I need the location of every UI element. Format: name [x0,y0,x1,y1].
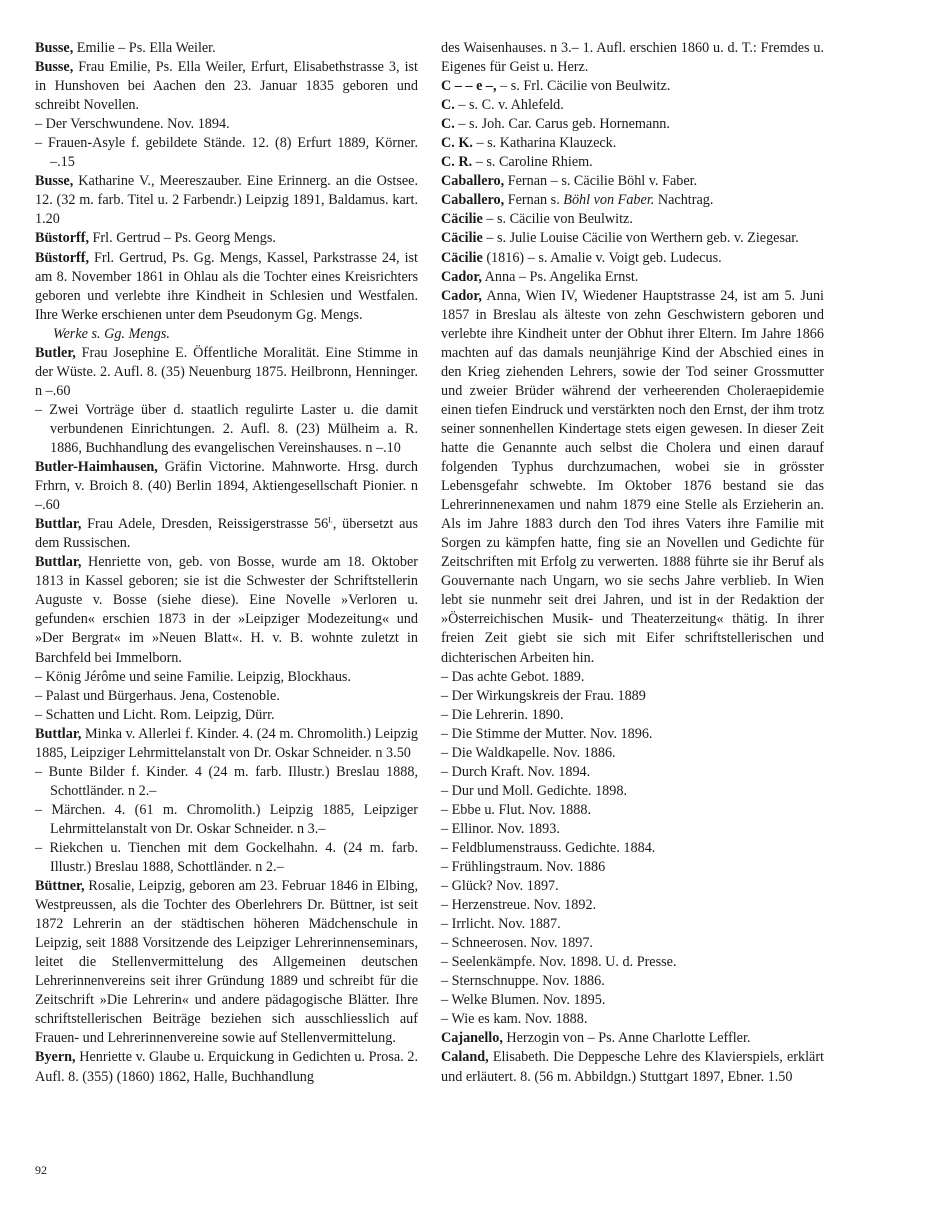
work-item [441,668,824,687]
work-text: – Die Lehrerin. 1890. [441,706,564,723]
work-text: – Welke Blumen. Nov. 1895. [441,992,606,1009]
right-column [441,39,824,1087]
entry-heading: Cajanello, [441,1030,503,1047]
work-item [35,839,418,877]
entry-text: Henriette von, geb. von Bosse, wurde am 18. Oktober 1813 in Kassel geboren; sie ist die Schwester der Schriftstellerin Auguste v. Bosse (siehe diese). Eine Novelle »Verloren u. gefunden« erschien 1873 in der »Leipziger Modezeitung« und »Der Bergrat« im »Neuen Blatt«. H. v. B. wohnte zuletzt in Barchfeld bei Immelborn. [35,554,418,666]
entry-text: – s. C. v. Ahlefeld. [454,97,564,114]
work-item [35,763,418,801]
entry-heading: Büstorff, [35,249,89,266]
entry [441,172,824,191]
entry [35,515,418,553]
work-item [35,687,418,706]
entry-text: Anna – Ps. Angelika Ernst. [481,268,639,285]
work-item [441,953,824,972]
entry-heading: Cäcilie [441,211,483,228]
entry-heading: C. [441,97,455,114]
work-item [35,801,418,839]
work-item [441,896,824,915]
entry-text: Rosalie, Leipzig, geboren am 23. Februar 1846 in Elbing, Westpreussen, als die Tochter des Oberlehrers Dr. Büttner, ist seit 1872 Lehrerin an der städtischen höheren Mädchenschule in Leipzig, seit 1888 Vorsitzende des Leipziger Lehrerinnenseminars, leitet die Stellenvermittelung des Allgemeinen deutschen Lehrerinnenvereins seit ihrer Gründung 1889 und schreibt für die Zeitschrift »Die Lehrerin« und andere pädagogische Blätter. Ihre schriftstellerischen Beiträge beziehen sich ausschliesslich auf Frauen- und Lehrerinnenvereine sowie auf Stellenvermittelung. [35,878,418,1047]
work-text: – Frauen-Asyle f. gebildete Stände. 12. (8) Erfurt 1889, Körner. –.15 [35,135,418,171]
entry-heading: Buttlar, [35,516,82,533]
entry-heading: C. [441,116,455,133]
entry-text: – s. Joh. Car. Carus geb. Hornemann. [454,116,670,133]
entry-heading: Butler, [35,344,76,361]
work-text: – Bunte Bilder f. Kinder. 4 (24 m. farb. Illustr.) Breslau 1888, Schottländer. n 2.– [35,763,418,799]
work-item [441,972,824,991]
entry [441,115,824,134]
work-item [441,801,824,820]
entry-heading: C – – e –, [441,78,497,95]
work-item [441,991,824,1010]
work-text: – Herzenstreue. Nov. 1892. [441,897,597,914]
entry [35,229,418,248]
entry [441,96,824,115]
entry-text: Gräfin Victorine. Mahnworte. Hrsg. durch Frhrn, v. Broich 8. (40) Berlin 1894, Aktiengesellschaft Pionier. n –.60 [35,459,418,514]
work-item [441,782,824,801]
work-text: – Seelenkämpfe. Nov. 1898. U. d. Presse. [441,954,677,971]
work-text: – Schatten und Licht. Rom. Leipzig, Dürr. [35,706,275,723]
work-item [441,858,824,877]
entry-text: – s. Caroline Rhiem. [472,154,593,171]
left-column [35,39,418,1087]
entry-text: Frau Emilie, Ps. Ella Weiler, Erfurt, Elisabethstrasse 3, ist in Hunshoven bei Aachen den 23. Januar 1835 geboren und schreibt Novellen. [35,59,418,114]
entry-heading: Buttlar, [35,554,82,571]
work-text: – Palast und Bürgerhaus. Jena, Costenoble. [35,687,280,704]
entry-heading: Caland, [441,1049,489,1066]
entry-text: Minka v. Allerlei f. Kinder. 4. (24 m. Chromolith.) Leipzig 1885, Leipziger Lehrmittelanstalt von Dr. Oskar Schneider. n 3.50 [35,725,418,761]
entry [35,39,418,58]
entry-text: Herzogin von – Ps. Anne Charlotte Leffler. [502,1030,751,1047]
entry [441,1029,824,1048]
entry-text: Anna, Wien IV, Wiedener Hauptstrasse 24, ist am 5. Juni 1857 in Breslau als älteste von zehn Geschwistern geboren und verlebte ihre Kindheit unter der Obhut ihrer Eltern. Im Jahre 1866 machten auf das damals neunjährige Kind der Abschied eines in den Krieg ziehenden Lehrers, sowie der Tod seiner Grossmutter und zweier Brüder während der verheerenden Choleraepidemie einen tiefen Eindruck und verstärkten noch den Ernst, der ihm trotz seiner sonnenhellen Kindertage stets eigen gewesen. In dieser Zeit hatte die Genannte auch selbst die Cholera und einen darauf folgenden Typhus durchzumachen, wobei sie in grösster Lebensgefahr schwebte. Im Oktober 1876 bestand sie das Lehrerinnenexamen und nahm 1879 eine Stelle als Erzieherin an. Als im Jahre 1883 durch den Tod ihres Vaters ihre Familie mit Sorgen zu kämpfen hatte, fing sie an Novellen und Gedichte für Zeitschriften mit Erfolg zu verwerten. 1888 führte sie ihr Beruf als Gouvernante nach Ungarn, wo sie sechs Jahre verblieb. In Wien lebt sie nunmehr seit drei Jahren, und ist in der Redaktion der »Österreichischen Musik- und Theaterzeitung« thätig. In ihrer freien Zeit giebt sie sich mit Eifer schriftstellerischen und dichterischen Arbeiten hin. [441,287,824,666]
entry-heading: Busse, [35,40,74,56]
entry [35,553,418,667]
cross-reference-text: Werke s. Gg. Mengs. [53,325,170,342]
work-item [441,763,824,782]
work-text: – Ebbe u. Flut. Nov. 1888. [441,801,592,818]
entry-heading: Busse, [35,59,74,76]
entry [441,1048,824,1086]
entry [35,58,418,115]
entry [441,229,824,248]
entry-heading: C. K. [441,135,473,152]
work-text: – Die Waldkapelle. Nov. 1886. [441,744,616,761]
work-text: – Der Verschwundene. Nov. 1894. [35,116,230,133]
entry-heading: C. R. [441,154,473,171]
entry-text-continued: , übersetzt aus dem Russischen. [35,516,418,552]
work-item [441,687,824,706]
work-item [441,839,824,858]
entry-text: – s. Frl. Cäcilie von Beulwitz. [496,78,671,95]
work-item [441,706,824,725]
work-text: – König Jérôme und seine Familie. Leipzig, Blockhaus. [35,668,352,685]
entry-text: Katharine V., Meereszauber. Eine Erinnerg. an die Ostsee. 12. (32 m. farb. Titel u. 2 Farbendr.) Leipzig 1891, Baldamus. kart. 1.20 [35,173,418,228]
entry-heading: Buttlar, [35,725,82,742]
entry-text: – s. Julie Louise Cäcilie von Werthern geb. v. Ziegesar. [482,230,799,247]
entry [35,1048,418,1086]
entry-heading: Cäcilie [441,230,483,247]
entry-heading: Büstorff, [35,230,89,247]
entry [441,210,824,229]
work-text: – Das achte Gebot. 1889. [441,668,585,685]
work-item [441,744,824,763]
entry [441,153,824,172]
entry-italic: Böhl von Faber. [563,192,655,209]
entry-text: des Waisenhauses. n 3.– 1. Aufl. erschien 1860 u. d. T.: Fremdes u. Eigenes für Geist u. Herz. [441,40,824,76]
work-text: – Riekchen u. Tienchen mit dem Gockelhahn. 4. (24 m. farb. Illustr.) Breslau 1888, Schottländer. n 2.– [35,839,418,876]
work-item [441,820,824,839]
work-text: – Zwei Vorträge über d. staatlich regulirte Laster u. die damit verbundenen Einrichtungen. 2. Aufl. 8. (23) Mülheim a. R. 1886, Buchhandlung des evangelischen Vereinshauses. n –.10 [35,401,418,456]
work-text: – Ellinor. Nov. 1893. [441,820,560,837]
work-text: – Durch Kraft. Nov. 1894. [441,763,591,780]
entry [441,268,824,287]
work-text: – Der Wirkungskreis der Frau. 1889 [441,687,646,704]
entry-continuation [441,39,824,77]
entry-text: Henriette v. Glaube u. Erquickung in Gedichten u. Prosa. 2. Aufl. 8. (355) (1860) 1862, Halle, Buchhandlung [35,1049,418,1085]
entry [35,877,418,1048]
entry-heading: Caballero, [441,192,505,209]
entry-heading: Busse, [35,173,74,190]
work-text: – Sternschnuppe. Nov. 1886. [441,973,605,990]
entry [441,287,824,668]
entry [35,458,418,515]
entry [441,191,824,210]
work-item [441,915,824,934]
entry-heading: Cador, [441,287,482,304]
entry-text-continued: Nachtrag. [654,192,714,209]
entry-text: Fernan – s. Cäcilie Böhl v. Faber. [504,173,698,190]
work-text: – Die Stimme der Mutter. Nov. 1896. [441,725,653,742]
cross-reference [35,325,418,344]
page-number: 92 [35,1163,47,1177]
work-text: – Märchen. 4. (61 m. Chromolith.) Leipzig 1885, Leipziger Lehrmittelanstalt von Dr. Oskar Schneider. n 3.– [35,801,418,837]
entry-text: Emilie – Ps. Ella Weiler. [73,40,216,56]
entry [441,134,824,153]
entry-heading: Butler-Haimhausen, [35,459,158,476]
entry-text: Frl. Gertrud, Ps. Gg. Mengs, Kassel, Parkstrasse 24, ist am 8. November 1861 in Ohlau als die Tochter eines Kreisrichters geboren und verlebte ihre Kindheit in Schlesien und Westfalen. Ihre Werke erschienen unter dem Pseudonym Gg. Mengs. [35,249,418,323]
work-text: – Frühlingstraum. Nov. 1886 [441,859,606,876]
entry [35,725,418,763]
entry-heading: Caballero, [441,173,505,190]
entry [35,344,418,401]
work-text: – Schneerosen. Nov. 1897. [441,935,593,952]
work-text: – Dur und Moll. Gedichte. 1898. [441,782,627,799]
work-item [441,934,824,953]
entry-text: – s. Cäcilie von Beulwitz. [482,211,633,228]
entry [35,172,418,229]
entry-heading: Cäcilie [441,249,483,266]
work-item [35,134,418,172]
entry-text: Frau Josephine E. Öffentliche Moralität. Eine Stimme in der Wüste. 2. Aufl. 8. (35) Neuenburg 1875. Heilbronn, Henninger. n –.60 [35,344,418,399]
work-item [35,115,418,134]
entry-text: Fernan s. [504,192,564,209]
entry-heading: Büttner, [35,878,85,895]
entry-text: Elisabeth. Die Deppesche Lehre des Klavierspiels, erklärt und erläutert. 8. (56 m. Abbildgn.) Stuttgart 1897, Ebner. 1.50 [441,1049,824,1085]
entry [441,249,824,268]
entry-text: – s. Katharina Klauzeck. [472,135,617,152]
entry [35,249,418,325]
entry-heading: Cador, [441,268,482,285]
work-item [35,668,418,687]
work-text: – Wie es kam. Nov. 1888. [441,1011,588,1028]
work-item [441,1010,824,1029]
entry-text: (1816) – s. Amalie v. Voigt geb. Ludecus. [482,249,722,266]
entry [441,77,824,96]
entry-text: Frau Adele, Dresden, Reissigerstrasse 56 [81,516,329,533]
work-text: – Feldblumenstrauss. Gedichte. 1884. [441,839,656,856]
entry-heading: Byern, [35,1049,76,1066]
work-text: – Glück? Nov. 1897. [441,878,559,895]
work-item [441,877,824,896]
entry-text: Frl. Gertrud – Ps. Georg Mengs. [89,230,276,247]
superscript: I. [328,515,333,525]
work-item [35,401,418,458]
work-text: – Irrlicht. Nov. 1887. [441,916,561,933]
work-item [441,725,824,744]
work-item [35,706,418,725]
